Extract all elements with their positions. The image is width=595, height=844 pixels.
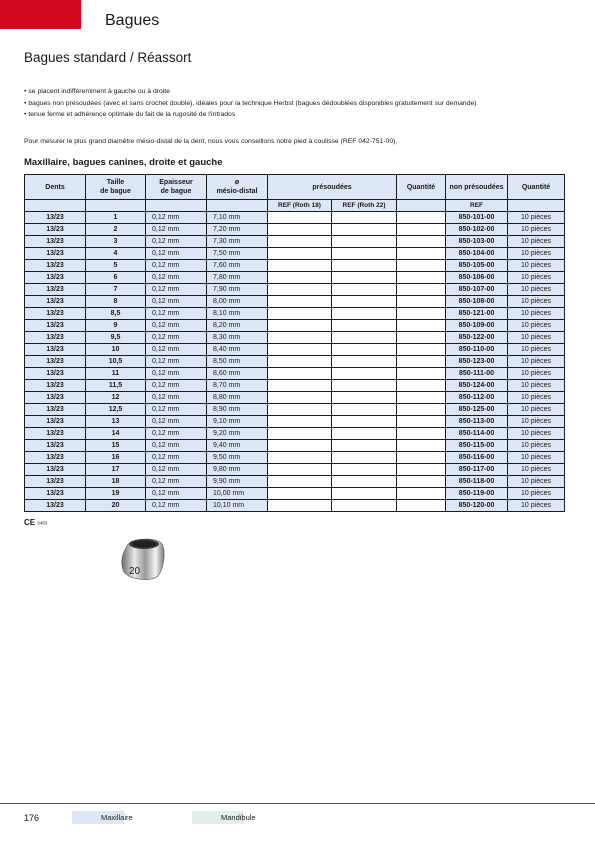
cell-ref: 850-107-00 [446, 284, 508, 296]
cell-dents: 13/23 [25, 260, 86, 272]
cell-ref-roth22 [332, 356, 397, 368]
cell-ref-roth18 [268, 380, 332, 392]
cell-dents: 13/23 [25, 284, 86, 296]
cell-quantite: 10 pièces [508, 428, 565, 440]
header-epaisseur: Epaisseur de bague [146, 175, 207, 200]
cell-taille: 8,5 [86, 308, 146, 320]
cell-quantite-presoudees [397, 272, 446, 284]
cell-epaisseur: 0,12 mm [146, 452, 207, 464]
cell-ref-roth22 [332, 380, 397, 392]
cell-quantite: 10 pièces [508, 464, 565, 476]
table-row [25, 260, 565, 272]
cell-ref-roth18 [268, 404, 332, 416]
cell-ref-roth18 [268, 296, 332, 308]
cell-taille: 17 [86, 464, 146, 476]
cell-quantite: 10 pièces [508, 272, 565, 284]
cell-dents: 13/23 [25, 488, 86, 500]
feature-item: • bagues non présoudées (avec et sans crochet double), idéales pour la technique Herbst (bagues dédoublées disponibles gratuitement sur demande) [24, 98, 477, 110]
cell-dents: 13/23 [25, 236, 86, 248]
table-row [25, 272, 565, 284]
cell-quantite-presoudees [397, 248, 446, 260]
cell-ref: 850-101-00 [446, 212, 508, 224]
table-row [25, 236, 565, 248]
cell-dents: 13/23 [25, 380, 86, 392]
cell-ref: 850-115-00 [446, 440, 508, 452]
cell-quantite: 10 pièces [508, 296, 565, 308]
cell-ref-roth18 [268, 260, 332, 272]
cell-ref-roth18 [268, 392, 332, 404]
cell-dents: 13/23 [25, 476, 86, 488]
cell-quantite-presoudees [397, 212, 446, 224]
cell-taille: 5 [86, 260, 146, 272]
cell-ref-roth22 [332, 416, 397, 428]
cell-taille: 10 [86, 344, 146, 356]
cell-quantite-presoudees [397, 428, 446, 440]
cell-epaisseur: 0,12 mm [146, 284, 207, 296]
cell-ref-roth18 [268, 308, 332, 320]
cell-ref-roth22 [332, 464, 397, 476]
cell-ref-roth22 [332, 488, 397, 500]
cell-quantite: 10 pièces [508, 248, 565, 260]
legend-label-mandibule: Mandibule [221, 813, 256, 822]
cell-dents: 13/23 [25, 320, 86, 332]
table-subheader-row [25, 200, 565, 212]
cell-dents: 13/23 [25, 224, 86, 236]
cell-taille: 10,5 [86, 356, 146, 368]
cell-ref: 850-123-00 [446, 356, 508, 368]
cell-ref-roth18 [268, 284, 332, 296]
cell-ref-roth22 [332, 224, 397, 236]
cell-quantite: 10 pièces [508, 224, 565, 236]
cell-ref-roth22 [332, 392, 397, 404]
cell-epaisseur: 0,12 mm [146, 368, 207, 380]
cell-quantite-presoudees [397, 380, 446, 392]
intro-text: Pour mesurer le plus grand diamètre mésio-distal de la dent, nous vous conseillons notre pied à coulisse (REF 042-751-00). [24, 138, 398, 145]
cell-quantite-presoudees [397, 476, 446, 488]
cell-taille: 4 [86, 248, 146, 260]
cell-taille: 1 [86, 212, 146, 224]
feature-item: • se placent indifféremment à gauche ou à droite [24, 86, 477, 98]
cell-ref: 850-110-00 [446, 344, 508, 356]
cell-ref: 850-119-00 [446, 488, 508, 500]
table-row [25, 344, 565, 356]
orthodontic-band-image [116, 534, 170, 589]
cell-dents: 13/23 [25, 392, 86, 404]
cell-epaisseur: 0,12 mm [146, 260, 207, 272]
cell-ref-roth22 [332, 368, 397, 380]
cell-taille: 3 [86, 236, 146, 248]
cell-quantite: 10 pièces [508, 236, 565, 248]
cell-ref: 850-108-00 [446, 296, 508, 308]
cell-epaisseur: 0,12 mm [146, 236, 207, 248]
header-non-presoudees: non présoudées [446, 175, 508, 200]
cell-diametre: 7,80 mm [207, 272, 268, 284]
table-row [25, 452, 565, 464]
ce-symbol: CE [24, 518, 36, 527]
cell-ref-roth22 [332, 272, 397, 284]
cell-ref: 850-125-00 [446, 404, 508, 416]
cell-ref-roth22 [332, 296, 397, 308]
cell-quantite-presoudees [397, 464, 446, 476]
cell-epaisseur: 0,12 mm [146, 416, 207, 428]
table-row [25, 500, 565, 512]
cell-ref-roth18 [268, 440, 332, 452]
cell-quantite: 10 pièces [508, 500, 565, 512]
table-row [25, 428, 565, 440]
cell-ref: 850-121-00 [446, 308, 508, 320]
cell-taille: 14 [86, 428, 146, 440]
ce-mark [24, 518, 47, 527]
cell-taille: 20 [86, 500, 146, 512]
cell-dents: 13/23 [25, 344, 86, 356]
cell-ref: 850-122-00 [446, 332, 508, 344]
table-row [25, 284, 565, 296]
cell-epaisseur: 0,12 mm [146, 476, 207, 488]
header-diametre: ø mésio-distal [207, 175, 268, 200]
table-row [25, 380, 565, 392]
cell-taille: 2 [86, 224, 146, 236]
cell-dents: 13/23 [25, 248, 86, 260]
cell-ref: 850-118-00 [446, 476, 508, 488]
cell-dents: 13/23 [25, 272, 86, 284]
cell-ref-roth18 [268, 464, 332, 476]
cell-quantite-presoudees [397, 332, 446, 344]
cell-ref-roth22 [332, 236, 397, 248]
table-row [25, 296, 565, 308]
header-quantite-presoudees: Quantité [397, 175, 446, 200]
cell-ref-roth22 [332, 308, 397, 320]
table-row [25, 320, 565, 332]
cell-ref-roth18 [268, 500, 332, 512]
cell-diametre: 7,50 mm [207, 248, 268, 260]
cell-dents: 13/23 [25, 500, 86, 512]
cell-dents: 13/23 [25, 212, 86, 224]
cell-ref-roth18 [268, 272, 332, 284]
header-ref-roth18: REF (Roth 18) [268, 200, 332, 212]
cell-quantite: 10 pièces [508, 212, 565, 224]
cell-quantite: 10 pièces [508, 392, 565, 404]
cell-quantite: 10 pièces [508, 440, 565, 452]
cell-epaisseur: 0,12 mm [146, 332, 207, 344]
cell-ref-roth18 [268, 356, 332, 368]
section-subtitle: Bagues standard / Réassort [24, 50, 192, 65]
product-table [24, 174, 565, 512]
table-row [25, 464, 565, 476]
cell-ref-roth18 [268, 452, 332, 464]
cell-dents: 13/23 [25, 308, 86, 320]
cell-quantite-presoudees [397, 488, 446, 500]
footer-divider [0, 803, 595, 804]
cell-ref: 850-102-00 [446, 224, 508, 236]
table-row [25, 392, 565, 404]
cell-ref: 850-105-00 [446, 260, 508, 272]
cell-epaisseur: 0,12 mm [146, 488, 207, 500]
cell-epaisseur: 0,12 mm [146, 224, 207, 236]
cell-quantite: 10 pièces [508, 284, 565, 296]
table-row [25, 212, 565, 224]
cell-quantite: 10 pièces [508, 368, 565, 380]
cell-ref-roth18 [268, 212, 332, 224]
cell-ref-roth22 [332, 428, 397, 440]
cell-ref-roth22 [332, 476, 397, 488]
cell-diametre: 9,80 mm [207, 464, 268, 476]
cell-ref-roth22 [332, 260, 397, 272]
cell-diametre: 10,00 mm [207, 488, 268, 500]
cell-taille: 6 [86, 272, 146, 284]
table-row [25, 248, 565, 260]
cell-ref-roth18 [268, 488, 332, 500]
cell-quantite: 10 pièces [508, 320, 565, 332]
cell-ref-roth18 [268, 248, 332, 260]
cell-epaisseur: 0,12 mm [146, 320, 207, 332]
cell-epaisseur: 0,12 mm [146, 296, 207, 308]
cell-taille: 9 [86, 320, 146, 332]
cell-ref-roth22 [332, 248, 397, 260]
cell-ref: 850-104-00 [446, 248, 508, 260]
cell-diametre: 8,70 mm [207, 380, 268, 392]
legend-label-maxillaire: Maxillaire [101, 813, 133, 822]
cell-taille: 18 [86, 476, 146, 488]
cell-quantite-presoudees [397, 320, 446, 332]
cell-diametre: 8,30 mm [207, 332, 268, 344]
table-row [25, 416, 565, 428]
table-title: Maxillaire, bagues canines, droite et gauche [24, 157, 223, 168]
cell-quantite-presoudees [397, 452, 446, 464]
cell-ref: 850-112-00 [446, 392, 508, 404]
cell-epaisseur: 0,12 mm [146, 404, 207, 416]
cell-taille: 7 [86, 284, 146, 296]
cell-diametre: 8,80 mm [207, 392, 268, 404]
cell-quantite: 10 pièces [508, 380, 565, 392]
table-row [25, 476, 565, 488]
table-row [25, 440, 565, 452]
header-quantite: Quantité [508, 175, 565, 200]
cell-diametre: 8,00 mm [207, 296, 268, 308]
cell-quantite-presoudees [397, 236, 446, 248]
table-row [25, 404, 565, 416]
cell-epaisseur: 0,12 mm [146, 248, 207, 260]
cell-dents: 13/23 [25, 368, 86, 380]
table-row [25, 224, 565, 236]
cell-ref: 850-117-00 [446, 464, 508, 476]
cell-epaisseur: 0,12 mm [146, 356, 207, 368]
cell-ref-roth18 [268, 332, 332, 344]
cell-quantite-presoudees [397, 392, 446, 404]
cell-ref: 850-106-00 [446, 272, 508, 284]
cell-dents: 13/23 [25, 428, 86, 440]
cell-ref-roth18 [268, 428, 332, 440]
table-row [25, 488, 565, 500]
cell-diametre: 9,10 mm [207, 416, 268, 428]
cell-epaisseur: 0,12 mm [146, 272, 207, 284]
cell-dents: 13/23 [25, 332, 86, 344]
header-ref-roth22: REF (Roth 22) [332, 200, 397, 212]
cell-taille: 9,5 [86, 332, 146, 344]
cell-taille: 12 [86, 392, 146, 404]
header-presoudees: présoudées [268, 175, 397, 200]
cell-epaisseur: 0,12 mm [146, 308, 207, 320]
header-ref: REF [446, 200, 508, 212]
band-size-label: 20 [129, 566, 141, 577]
cell-taille: 11,5 [86, 380, 146, 392]
cell-quantite: 10 pièces [508, 476, 565, 488]
cell-quantite: 10 pièces [508, 308, 565, 320]
table-row [25, 308, 565, 320]
cell-epaisseur: 0,12 mm [146, 344, 207, 356]
cell-ref-roth22 [332, 320, 397, 332]
cell-ref: 850-103-00 [446, 236, 508, 248]
cell-dents: 13/23 [25, 404, 86, 416]
cell-dents: 13/23 [25, 356, 86, 368]
cell-ref: 850-111-00 [446, 368, 508, 380]
cell-dents: 13/23 [25, 464, 86, 476]
cell-diametre: 8,60 mm [207, 368, 268, 380]
cell-diametre: 8,90 mm [207, 404, 268, 416]
cell-epaisseur: 0,12 mm [146, 428, 207, 440]
cell-quantite-presoudees [397, 416, 446, 428]
feature-list [24, 86, 477, 121]
cell-taille: 13 [86, 416, 146, 428]
cell-dents: 13/23 [25, 440, 86, 452]
ce-number: 0483 [37, 520, 48, 526]
cell-quantite-presoudees [397, 224, 446, 236]
cell-ref-roth22 [332, 404, 397, 416]
cell-dents: 13/23 [25, 452, 86, 464]
cell-ref-roth18 [268, 416, 332, 428]
cell-taille: 16 [86, 452, 146, 464]
cell-diametre: 9,90 mm [207, 476, 268, 488]
cell-epaisseur: 0,12 mm [146, 440, 207, 452]
cell-taille: 11 [86, 368, 146, 380]
feature-item: • tenue ferme et adhérence optimale du fait de la rugosité de l'intrados [24, 109, 477, 121]
cell-quantite-presoudees [397, 344, 446, 356]
cell-quantite: 10 pièces [508, 452, 565, 464]
cell-ref-roth18 [268, 344, 332, 356]
cell-quantite: 10 pièces [508, 332, 565, 344]
cell-diametre: 8,10 mm [207, 308, 268, 320]
cell-epaisseur: 0,12 mm [146, 464, 207, 476]
cell-diametre: 7,20 mm [207, 224, 268, 236]
cell-diametre: 10,10 mm [207, 500, 268, 512]
cell-taille: 19 [86, 488, 146, 500]
header-dents: Dents [25, 175, 86, 200]
cell-ref: 850-109-00 [446, 320, 508, 332]
header-taille: Taille de bague [86, 175, 146, 200]
cell-quantite-presoudees [397, 404, 446, 416]
cell-quantite: 10 pièces [508, 260, 565, 272]
cell-taille: 15 [86, 440, 146, 452]
table-row [25, 332, 565, 344]
cell-quantite: 10 pièces [508, 416, 565, 428]
cell-ref-roth18 [268, 476, 332, 488]
cell-quantite: 10 pièces [508, 356, 565, 368]
cell-ref: 850-114-00 [446, 428, 508, 440]
cell-diametre: 8,40 mm [207, 344, 268, 356]
cell-ref: 850-124-00 [446, 380, 508, 392]
page-number: 176 [24, 813, 40, 823]
cell-quantite-presoudees [397, 356, 446, 368]
cell-quantite-presoudees [397, 308, 446, 320]
cell-dents: 13/23 [25, 296, 86, 308]
cell-ref-roth22 [332, 212, 397, 224]
table-header-row [25, 175, 565, 200]
cell-ref-roth22 [332, 500, 397, 512]
header-accent-block [0, 0, 81, 29]
cell-ref: 850-120-00 [446, 500, 508, 512]
cell-ref-roth18 [268, 236, 332, 248]
cell-ref-roth18 [268, 224, 332, 236]
cell-quantite-presoudees [397, 440, 446, 452]
cell-dents: 13/23 [25, 416, 86, 428]
cell-diametre: 9,50 mm [207, 452, 268, 464]
cell-epaisseur: 0,12 mm [146, 380, 207, 392]
cell-epaisseur: 0,12 mm [146, 212, 207, 224]
cell-taille: 8 [86, 296, 146, 308]
cell-ref: 850-116-00 [446, 452, 508, 464]
cell-epaisseur: 0,12 mm [146, 392, 207, 404]
cell-quantite-presoudees [397, 368, 446, 380]
cell-ref-roth22 [332, 440, 397, 452]
cell-quantite-presoudees [397, 260, 446, 272]
page-title: Bagues [105, 12, 160, 29]
table-body [25, 212, 565, 512]
cell-quantite: 10 pièces [508, 488, 565, 500]
cell-diametre: 9,40 mm [207, 440, 268, 452]
cell-epaisseur: 0,12 mm [146, 500, 207, 512]
cell-quantite-presoudees [397, 296, 446, 308]
cell-diametre: 7,10 mm [207, 212, 268, 224]
cell-ref-roth22 [332, 284, 397, 296]
cell-ref: 850-113-00 [446, 416, 508, 428]
cell-quantite-presoudees [397, 284, 446, 296]
cell-taille: 12,5 [86, 404, 146, 416]
cell-quantite: 10 pièces [508, 344, 565, 356]
cell-diametre: 8,20 mm [207, 320, 268, 332]
cell-diametre: 9,20 mm [207, 428, 268, 440]
cell-diametre: 8,50 mm [207, 356, 268, 368]
table-row [25, 356, 565, 368]
cell-ref-roth22 [332, 332, 397, 344]
cell-ref-roth22 [332, 452, 397, 464]
cell-ref-roth22 [332, 344, 397, 356]
cell-diametre: 7,90 mm [207, 284, 268, 296]
cell-diametre: 7,30 mm [207, 236, 268, 248]
cell-ref-roth18 [268, 320, 332, 332]
cell-ref-roth18 [268, 368, 332, 380]
cell-quantite: 10 pièces [508, 404, 565, 416]
cell-diametre: 7,60 mm [207, 260, 268, 272]
table-row [25, 368, 565, 380]
cell-quantite-presoudees [397, 500, 446, 512]
